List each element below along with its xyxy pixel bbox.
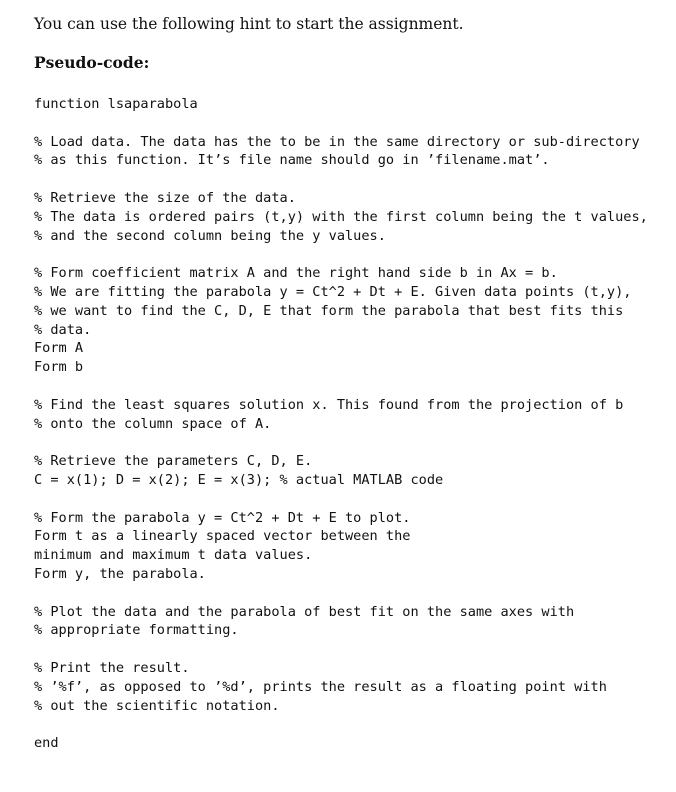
code-line bbox=[34, 170, 648, 189]
code-line: % Plot the data and the parabola of best fit on the same axes with bbox=[34, 603, 575, 620]
code-line: % We are fitting the parabola y = Ct^2 + Dt + E. Given data points (t,y), bbox=[34, 283, 632, 300]
code-line: minimum and maximum t data values. bbox=[34, 547, 313, 564]
code-line: function lsaparabola bbox=[34, 96, 198, 112]
intro-text: You can use the following hint to start the assignment. bbox=[34, 15, 464, 33]
code-line: Form t as a linearly spaced vector between the bbox=[34, 528, 411, 545]
code-line: % as this function. It’s file name should go in ’filename.mat’. bbox=[34, 152, 550, 169]
code-line bbox=[34, 584, 648, 603]
code-line bbox=[34, 245, 648, 264]
code-line bbox=[34, 715, 648, 734]
code-line: Form y, the parabola. bbox=[34, 565, 206, 582]
code-line: % and the second column being the y values. bbox=[34, 227, 386, 244]
code-line: % Load data. The data has the to be in the same directory or sub-directory bbox=[34, 133, 640, 150]
code-line: % onto the column space of A. bbox=[34, 415, 272, 432]
code-line: C = x(1); D = x(2); E = x(3); % actual MATLAB code bbox=[34, 471, 444, 488]
code-line bbox=[34, 114, 648, 133]
code-line: % out the scientific notation. bbox=[34, 697, 280, 714]
code-line bbox=[34, 377, 648, 396]
code-line: % Find the least squares solution x. This found from the projection of b bbox=[34, 396, 624, 413]
code-line: % Retrieve the size of the data. bbox=[34, 189, 296, 206]
code-line: % The data is ordered pairs (t,y) with the first column being the t values, bbox=[34, 208, 648, 225]
code-line: end bbox=[34, 735, 59, 752]
code-line bbox=[34, 433, 648, 452]
code-line bbox=[34, 490, 648, 509]
code-line: % we want to find the C, D, E that form the parabola that best fits this bbox=[34, 302, 624, 319]
code-line bbox=[34, 640, 648, 659]
pseudo-code-block bbox=[34, 95, 648, 753]
code-line: % appropriate formatting. bbox=[34, 622, 239, 639]
code-line: Form A bbox=[34, 340, 84, 357]
code-line: % Print the result. bbox=[34, 659, 190, 676]
code-line: % Retrieve the parameters C, D, E. bbox=[34, 453, 313, 470]
code-line: % Form coefficient matrix A and the right hand side b in Ax = b. bbox=[34, 265, 558, 282]
code-line: % ’%f’, as opposed to ’%d’, prints the result as a floating point with bbox=[34, 678, 607, 695]
pseudo-code-heading: Pseudo-code: bbox=[34, 53, 150, 72]
code-line: % Form the parabola y = Ct^2 + Dt + E to plot. bbox=[34, 509, 411, 526]
code-line: Form b bbox=[34, 359, 84, 376]
code-line: % data. bbox=[34, 321, 92, 338]
